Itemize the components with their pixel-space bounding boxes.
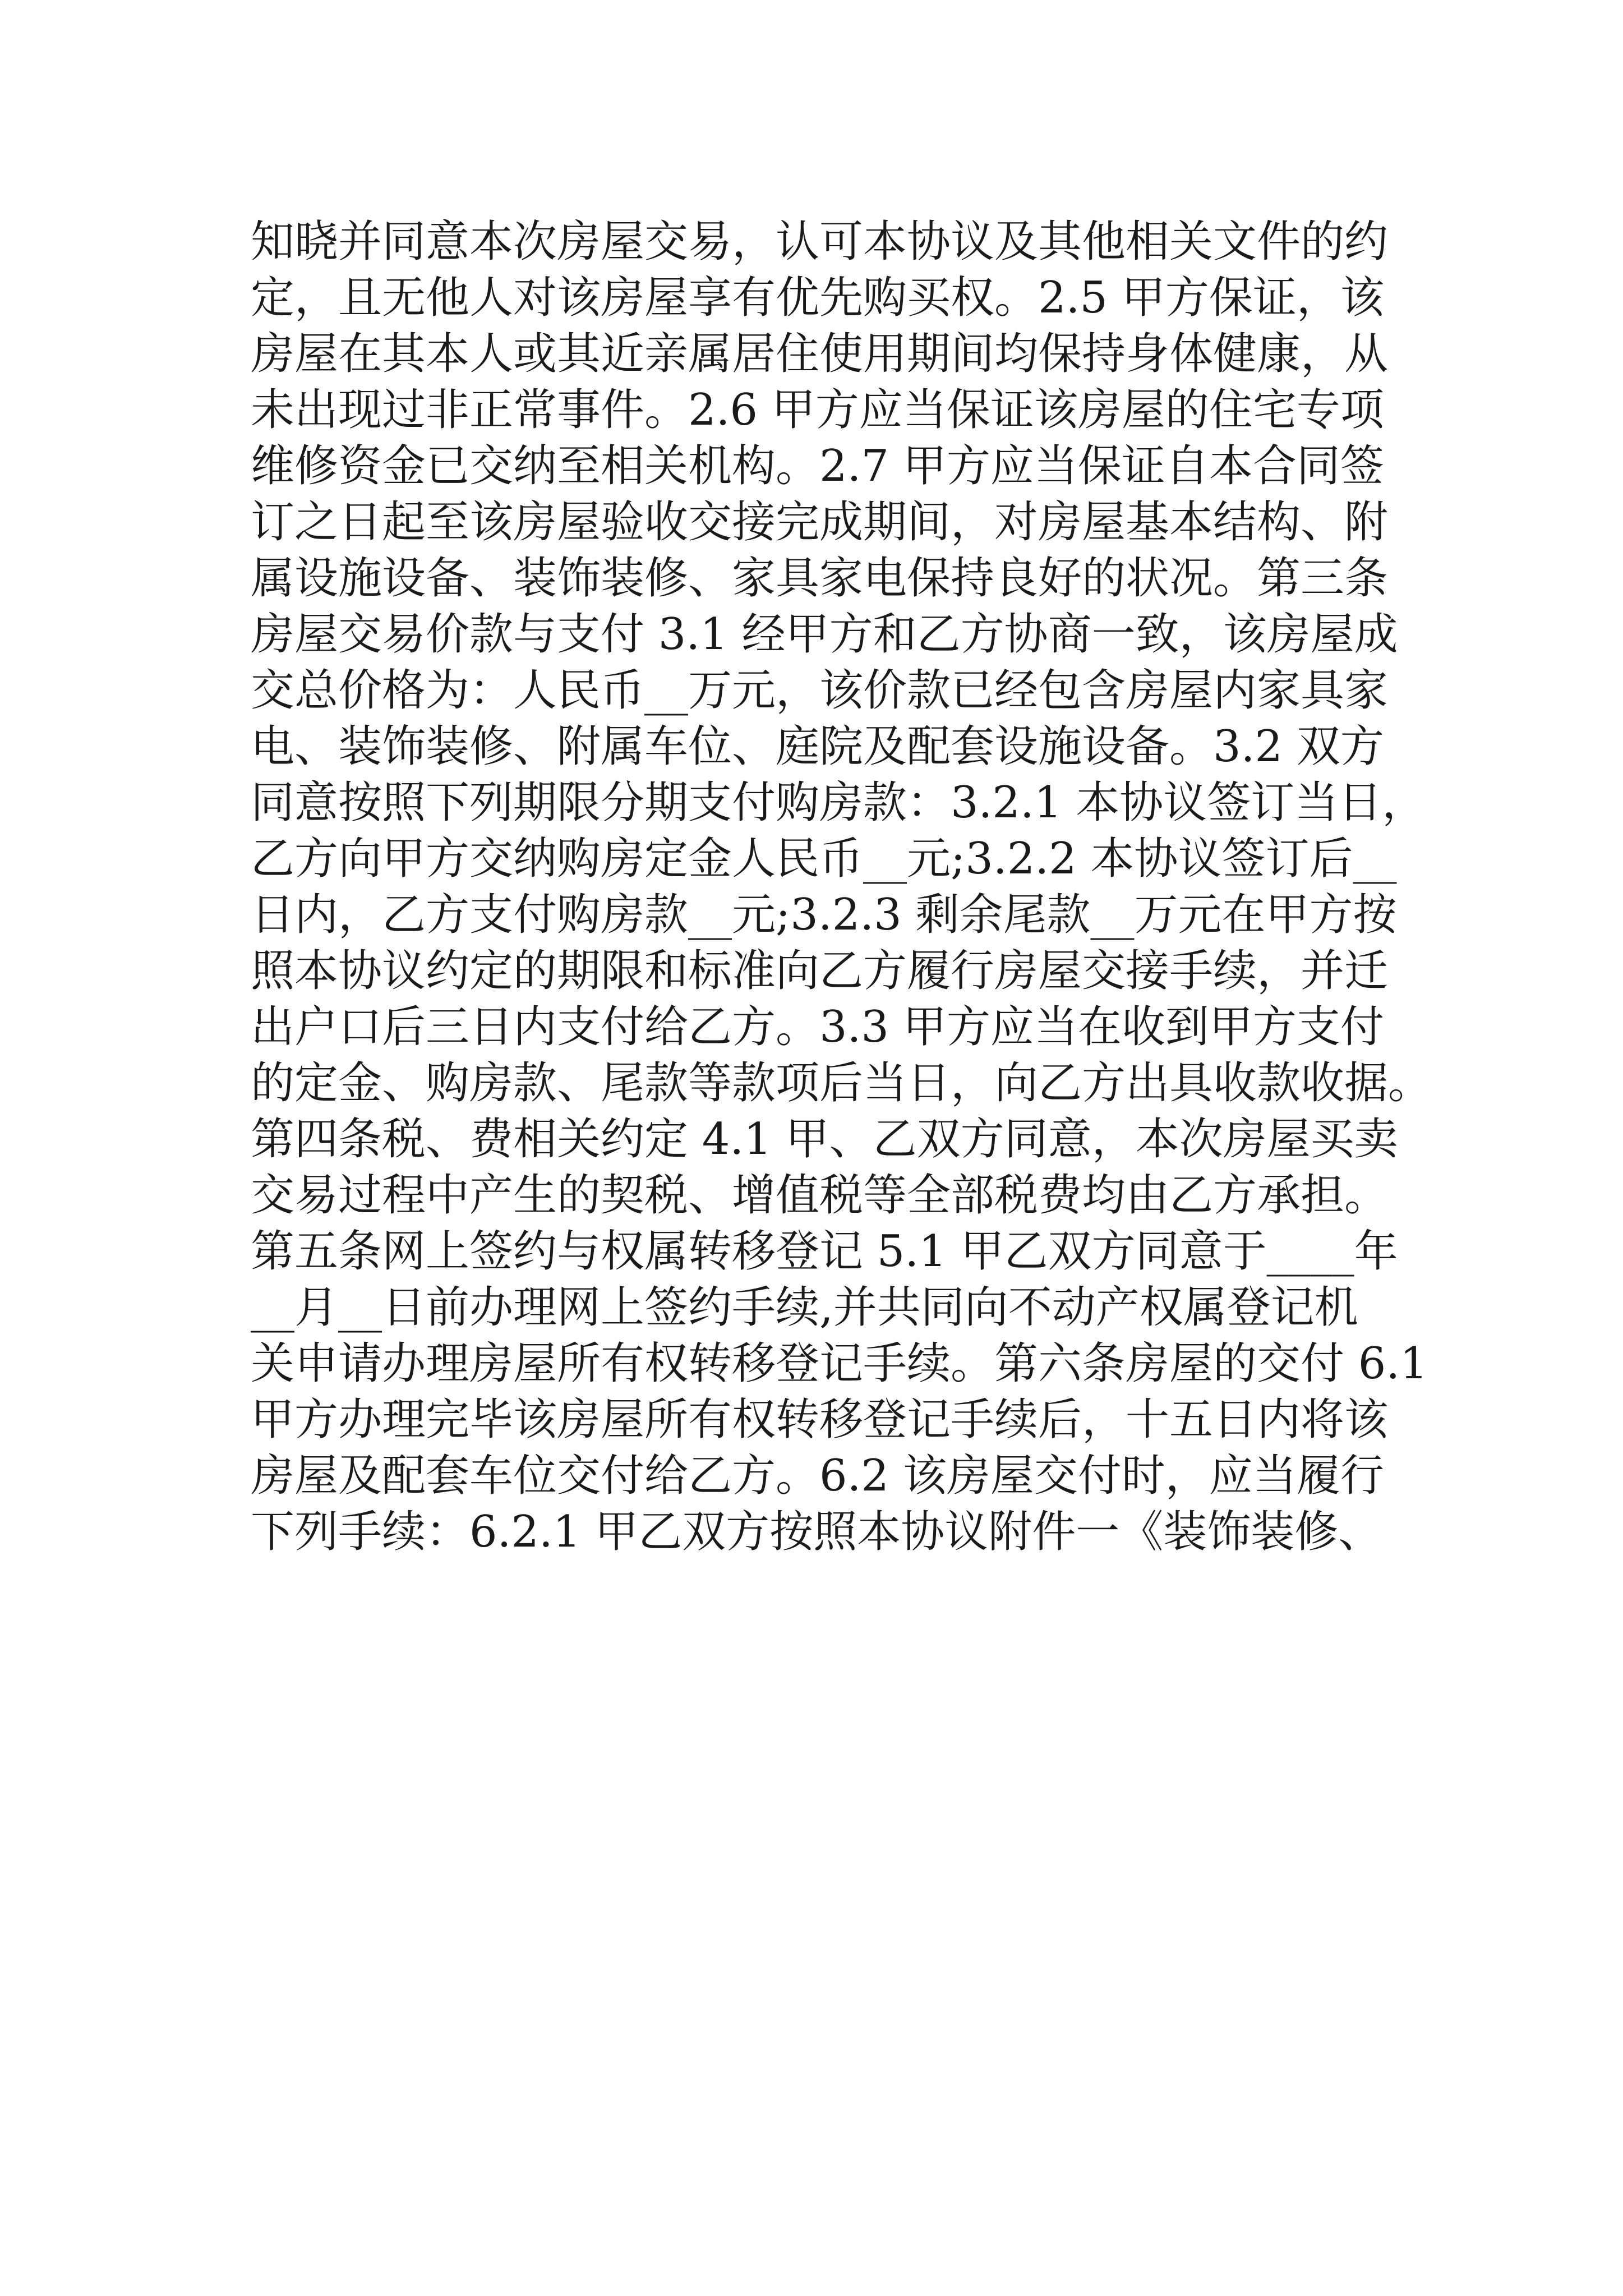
text-line: 交总价格为：人民币__万元，该价款已经包含房屋内家具家 xyxy=(251,665,1389,716)
text-line: 属设施设备、装饰装修、家具家电保持良好的状况。第三条 xyxy=(251,553,1389,604)
text-line: 乙方向甲方交纳购房定金人民币__元;3.2.2 本协议签订后__ xyxy=(251,834,1397,884)
text-line: 订之日起至该房屋验收交接完成期间，对房屋基本结构、附 xyxy=(251,497,1389,547)
body-text xyxy=(251,215,1432,1561)
text-line: 房屋及配套车位交付给乙方。6.2 该房屋交付时，应当履行 xyxy=(251,1451,1384,1501)
text-line: 房屋在其本人或其近亲属居住使用期间均保持身体健康，从 xyxy=(251,329,1389,379)
text-line: 知晓并同意本次房屋交易，认可本协议及其他相关文件的约 xyxy=(251,217,1389,267)
text-line: 定，且无他人对该房屋享有优先购买权。2.5 甲方保证，该 xyxy=(251,273,1384,323)
text-line: 甲方办理完毕该房屋所有权转移登记手续后，十五日内将该 xyxy=(251,1395,1389,1445)
text-line: 出户口后三日内支付给乙方。3.3 甲方应当在收到甲方支付 xyxy=(251,1002,1384,1052)
text-line: 维修资金已交纳至相关机构。2.7 甲方应当保证自本合同签 xyxy=(251,441,1384,491)
text-line: 第五条网上签约与权属转移登记 5.1 甲乙双方同意于____年 xyxy=(251,1226,1398,1277)
text-line: __月__日前办理网上签约手续,并共同向不动产权属登记机 xyxy=(251,1282,1358,1333)
text-line: 关申请办理房屋所有权转移登记手续。第六条房屋的交付 6.1 xyxy=(251,1338,1428,1389)
text-line: 的定金、购房款、尾款等款项后当日，向乙方出具收款收据。 xyxy=(251,1058,1432,1108)
text-line: 房屋交易价款与支付 3.1 经甲方和乙方协商一致，该房屋成 xyxy=(251,609,1398,660)
text-line: 日内，乙方支付购房款__元;3.2.3 剩余尾款__万元在甲方按 xyxy=(251,890,1397,940)
text-line: 下列手续：6.2.1 甲乙双方按照本协议附件一《装饰装修、 xyxy=(251,1507,1382,1557)
text-line: 第四条税、费相关约定 4.1 甲、乙双方同意，本次房屋买卖 xyxy=(251,1114,1398,1165)
text-line: 同意按照下列期限分期支付购房款：3.2.1 本协议签订当日， xyxy=(251,777,1426,828)
text-line: 未出现过非正常事件。2.6 甲方应当保证该房屋的住宅专项 xyxy=(251,385,1384,435)
text-line: 电、装饰装修、附属车位、庭院及配套设施设备。3.2 双方 xyxy=(251,721,1384,772)
text-line: 照本协议约定的期限和标准向乙方履行房屋交接手续，并迁 xyxy=(251,946,1389,996)
text-line: 交易过程中产生的契税、增值税等全部税费均由乙方承担。 xyxy=(251,1170,1389,1221)
